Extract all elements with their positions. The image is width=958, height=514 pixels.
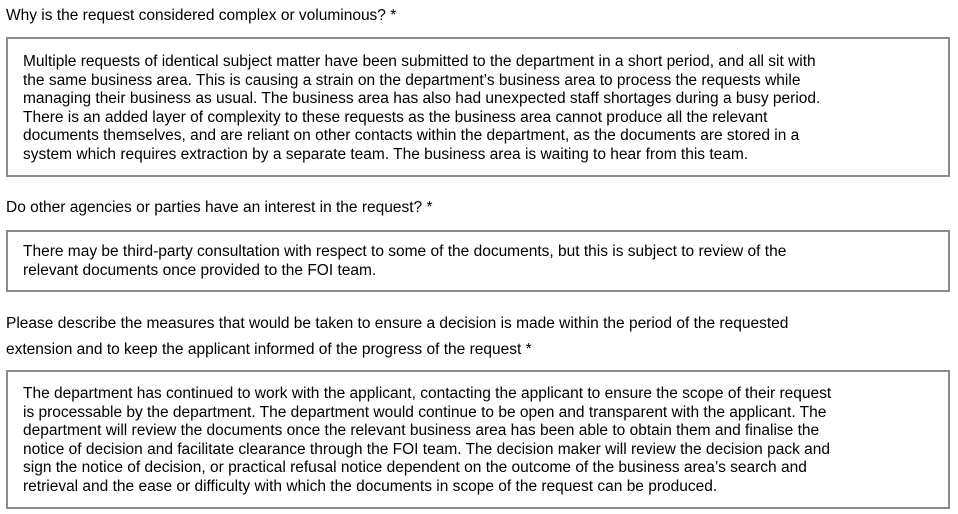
answer-line: is processable by the department. The department would continue to be open and transparent with the applicant. The <box>23 403 827 421</box>
answer-field-complex-voluminous[interactable] <box>6 37 950 177</box>
answer-line: documents themselves, and are reliant on other contacts within the department, as the documents are stored in a <box>23 127 800 144</box>
answer-line: Multiple requests of identical subject matter have been submitted to the department in a short period, and all sit with <box>23 53 816 70</box>
answer-line: managing their business as usual. The business area has also had unexpected staff shortages during a busy period. <box>23 90 821 107</box>
answer-line: There may be third-party consultation with respect to some of the documents, but this is subject to review of the <box>23 243 787 260</box>
question-measures-line-1: Please describe the measures that would be taken to ensure a decision is made within the period of the requested <box>6 315 789 332</box>
answer-line: sign the notice of decision, or practical refusal notice dependent on the outcome of the business area’s search and <box>23 459 807 476</box>
answer-line: notice of decision and facilitate clearance through the FOI team. The decision maker will review the decision pack and <box>23 440 831 458</box>
answer-line: relevant documents once provided to the FOI team. <box>23 261 377 279</box>
answer-line: department will review the documents once the relevant business area has been able to obtain them and finalise the <box>23 422 820 439</box>
answer-field-measures[interactable] <box>6 370 950 509</box>
answer-field-other-agencies[interactable] <box>6 230 950 292</box>
question-other-agencies: Do other agencies or parties have an interest in the request? * <box>6 199 433 216</box>
question-measures-line-2: extension and to keep the applicant informed of the progress of the request * <box>6 341 532 358</box>
answer-line: the same business area. This is causing a strain on the department’s business area to process the requests while <box>23 71 801 89</box>
question-complex-voluminous: Why is the request considered complex or voluminous? * <box>6 7 397 24</box>
answer-line: There is an added layer of complexity to these requests as the business area cannot produce all the relevant <box>23 108 768 126</box>
answer-line: retrieval and the ease or difficulty with which the documents in scope of the request can be produced. <box>23 477 718 495</box>
answer-line: system which requires extraction by a separate team. The business area is waiting to hear from this team. <box>23 145 749 163</box>
answer-line: The department has continued to work with the applicant, contacting the applicant to ensure the scope of their request <box>23 385 832 402</box>
